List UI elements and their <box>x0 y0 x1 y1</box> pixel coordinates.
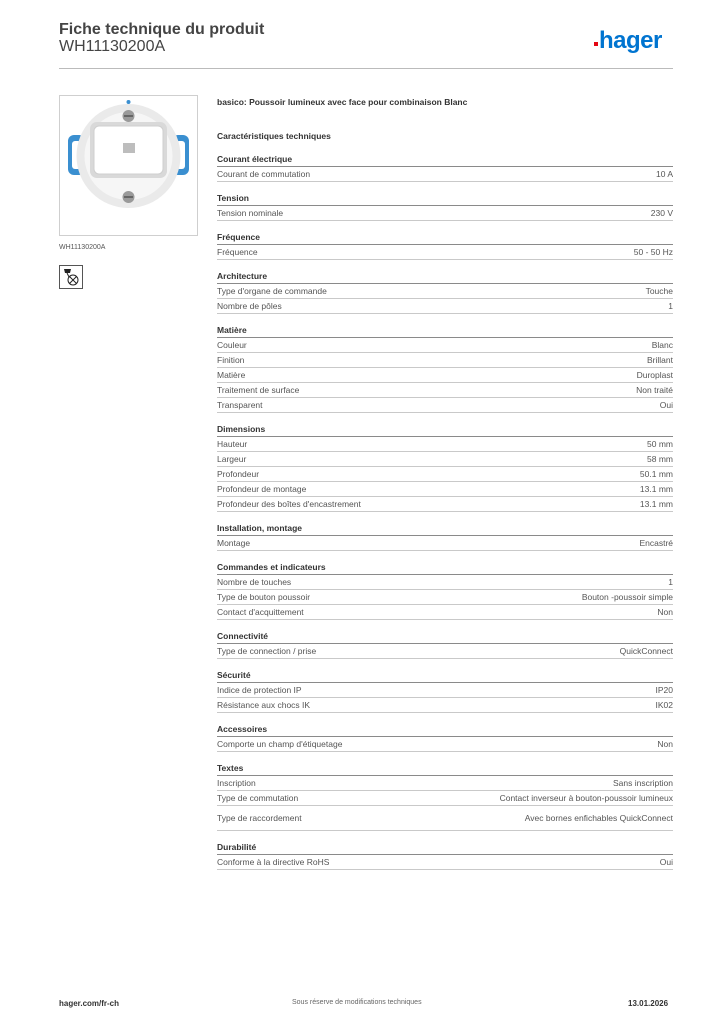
spec-label: Finition <box>217 355 245 365</box>
spec-label: Couleur <box>217 340 247 350</box>
spec-label: Profondeur <box>217 469 260 479</box>
spec-section <box>217 522 673 551</box>
spec-label: Type de commutation <box>217 793 299 803</box>
spec-row <box>217 338 673 353</box>
spec-value: 58 mm <box>647 454 673 464</box>
tech-heading: Caractéristiques techniques <box>217 131 331 141</box>
spec-value: Non <box>657 607 673 617</box>
spec-label: Fréquence <box>217 247 258 257</box>
spec-value: QuickConnect <box>619 646 673 656</box>
spec-label: Courant de commutation <box>217 169 311 179</box>
page-title: Fiche technique du produit <box>59 21 265 38</box>
spec-row <box>217 437 673 452</box>
spec-label: Inscription <box>217 778 256 788</box>
footer-date: 13.01.2026 <box>628 999 669 1008</box>
product-title: basico: Poussoir lumineux avec face pour combinaison Blanc <box>217 97 468 107</box>
section-heading: Fréquence <box>217 231 673 245</box>
spec-label: Profondeur de montage <box>217 484 307 494</box>
spec-row <box>217 683 673 698</box>
spec-section <box>217 841 673 870</box>
spec-row <box>217 299 673 314</box>
spec-value: Oui <box>659 857 673 867</box>
footer-website: hager.com/fr-ch <box>59 999 120 1008</box>
spec-value: 50.1 mm <box>639 469 673 479</box>
push-button-illustration <box>60 96 197 235</box>
footer-disclaimer: Sous réserve de modifications techniques <box>292 999 422 1006</box>
spec-label: Profondeur des boîtes d'encastrement <box>217 499 361 509</box>
product-image <box>59 95 198 236</box>
section-heading: Installation, montage <box>217 522 673 536</box>
spec-value: 50 - 50 Hz <box>633 247 673 257</box>
spec-section <box>217 270 673 314</box>
spec-label: Traitement de surface <box>217 385 300 395</box>
spec-label: Transparent <box>217 400 263 410</box>
logo-text: hager <box>599 27 662 54</box>
section-heading: Accessoires <box>217 723 673 737</box>
spec-label: Largeur <box>217 454 247 464</box>
spec-row <box>217 776 673 791</box>
spec-row <box>217 167 673 182</box>
spec-section <box>217 231 673 260</box>
spec-row <box>217 383 673 398</box>
spec-row <box>217 590 673 605</box>
section-heading: Dimensions <box>217 423 673 437</box>
section-heading: Connectivité <box>217 630 673 644</box>
spec-label: Résistance aux chocs IK <box>217 700 311 710</box>
no-solvent-cleaning-icon <box>59 265 83 289</box>
spec-value: IP20 <box>655 685 673 695</box>
spec-row <box>217 644 673 659</box>
spec-value: Contact inverseur à bouton-poussoir lumineux <box>499 793 673 803</box>
spec-value: 50 mm <box>647 439 673 449</box>
spec-value: 10 A <box>655 169 673 179</box>
spec-label: Montage <box>217 538 251 548</box>
spec-label: Type de bouton poussoir <box>217 592 311 602</box>
spec-label: Tension nominale <box>217 208 284 218</box>
spec-section <box>217 669 673 713</box>
header-divider <box>59 68 673 69</box>
spec-section <box>217 630 673 659</box>
spec-row <box>217 737 673 752</box>
spec-section <box>217 153 673 182</box>
section-heading: Courant électrique <box>217 153 673 167</box>
spec-row <box>217 368 673 383</box>
spec-label: Type de connection / prise <box>217 646 317 656</box>
spec-label: Type de raccordement <box>217 813 302 823</box>
spec-value: 1 <box>668 301 673 311</box>
image-caption: WH11130200A <box>59 244 106 251</box>
spec-value: Duroplast <box>636 370 673 380</box>
spec-content <box>217 96 673 880</box>
spec-value: Bouton -poussoir simple <box>581 592 673 602</box>
spec-value: 13.1 mm <box>639 499 673 509</box>
spec-label: Comporte un champ d'étiquetage <box>217 739 343 749</box>
spec-row <box>217 284 673 299</box>
spec-row <box>217 398 673 413</box>
spec-value: Avec bornes enfichables QuickConnect <box>524 813 673 823</box>
section-heading: Tension <box>217 192 673 206</box>
spec-row <box>217 698 673 713</box>
spec-row <box>217 245 673 260</box>
section-heading: Sécurité <box>217 669 673 683</box>
spec-row <box>217 452 673 467</box>
spec-label: Matière <box>217 370 246 380</box>
spec-value: 13.1 mm <box>639 484 673 494</box>
spec-row <box>217 467 673 482</box>
product-reference: WH11130200A <box>59 38 166 55</box>
spec-value: IK02 <box>655 700 673 710</box>
spec-section <box>217 192 673 221</box>
section-heading: Matière <box>217 324 673 338</box>
spec-row <box>217 482 673 497</box>
spec-row <box>217 791 673 806</box>
spec-section <box>217 723 673 752</box>
section-heading: Architecture <box>217 270 673 284</box>
spec-value: Non traité <box>636 385 673 395</box>
spec-section <box>217 561 673 620</box>
spec-label: Conforme à la directive RoHS <box>217 857 330 867</box>
spec-row <box>217 536 673 551</box>
section-heading: Durabilité <box>217 841 673 855</box>
spec-row <box>217 855 673 870</box>
spec-value: Blanc <box>651 340 673 350</box>
spec-section <box>217 423 673 512</box>
logo-dot <box>594 42 598 46</box>
spec-row <box>217 806 673 831</box>
spec-row <box>217 353 673 368</box>
hager-logo <box>594 27 662 55</box>
section-heading: Textes <box>217 762 673 776</box>
spec-label: Contact d'acquittement <box>217 607 304 617</box>
spec-value: 230 V <box>650 208 673 218</box>
spec-value: Oui <box>659 400 673 410</box>
spec-label: Indice de protection IP <box>217 685 302 695</box>
spec-section <box>217 762 673 831</box>
spec-row <box>217 497 673 512</box>
spec-value: 1 <box>668 577 673 587</box>
spec-row <box>217 605 673 620</box>
spec-value: Touche <box>645 286 673 296</box>
spec-label: Nombre de touches <box>217 577 292 587</box>
spec-row <box>217 575 673 590</box>
spec-sections <box>217 153 673 870</box>
spec-label: Type d'organe de commande <box>217 286 327 296</box>
spec-section <box>217 324 673 413</box>
spec-value: Brillant <box>647 355 673 365</box>
spec-value: Non <box>657 739 673 749</box>
spec-value: Sans inscription <box>612 778 673 788</box>
spec-value: Encastré <box>639 538 673 548</box>
section-heading: Commandes et indicateurs <box>217 561 673 575</box>
spec-row <box>217 206 673 221</box>
spec-label: Nombre de pôles <box>217 301 282 311</box>
spec-label: Hauteur <box>217 439 248 449</box>
